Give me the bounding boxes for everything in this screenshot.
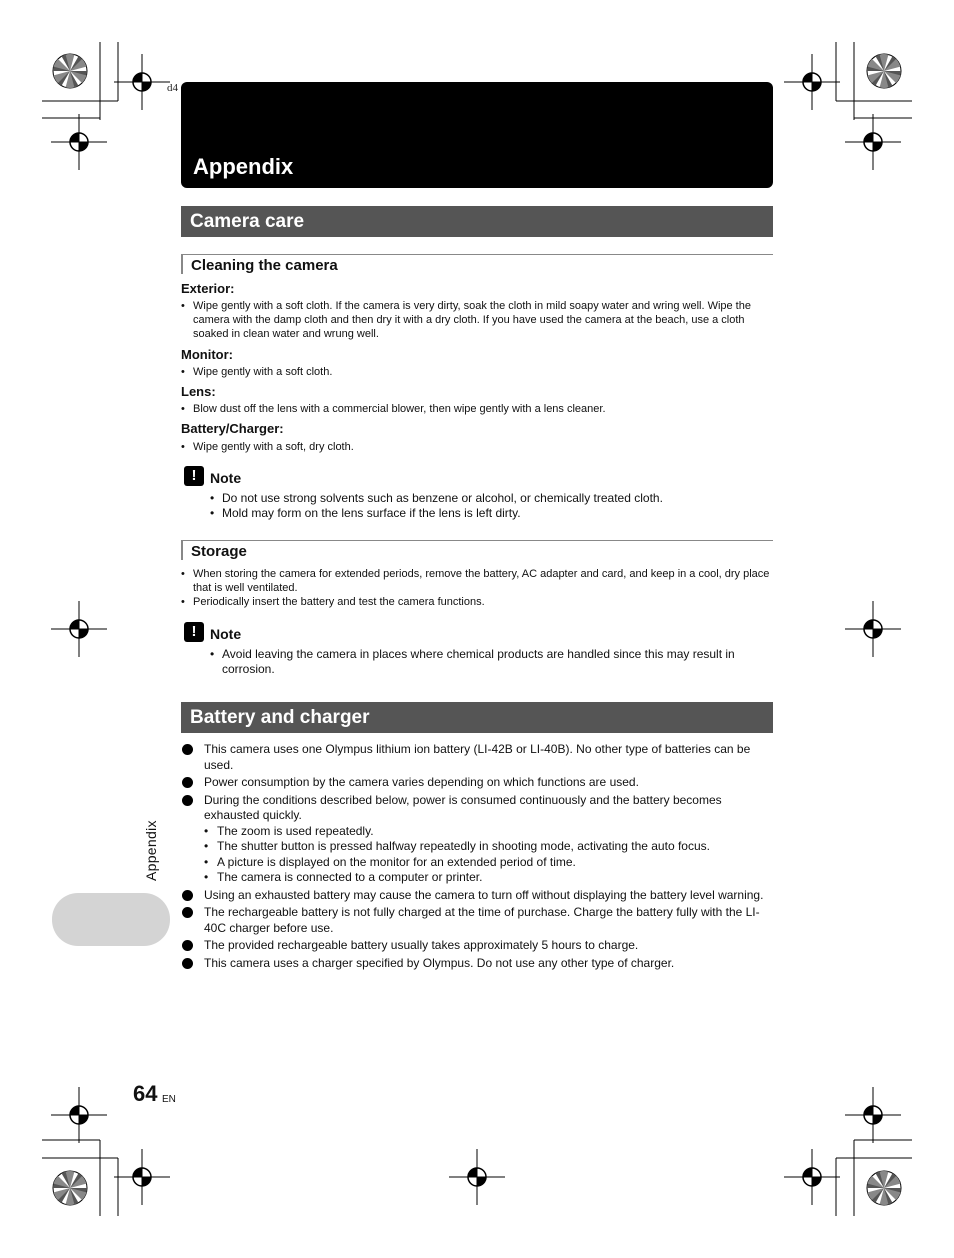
bullet: • (181, 300, 185, 312)
page-number: 64 (133, 1081, 158, 1106)
monitor-body: Wipe gently with a soft cloth. (193, 366, 333, 378)
bullet-dot (182, 890, 193, 901)
monitor-label: Monitor: (181, 347, 233, 362)
battery-text: Using an exhausted battery may cause the camera to turn off without displaying the battery level warning. (204, 887, 764, 902)
list-item (181, 938, 773, 954)
chapter-header (181, 82, 773, 188)
condition-text: The zoom is used repeatedly. (217, 823, 374, 838)
condition-text: The shutter button is pressed halfway repeatedly in shooting mode, activating the auto focus. (217, 839, 710, 853)
bullet: • (204, 823, 209, 838)
section-battery-charger: Battery and charger (181, 702, 773, 733)
bullet: • (210, 647, 215, 661)
storage-list (181, 567, 773, 609)
list-item (210, 506, 773, 521)
list-item (181, 742, 773, 773)
bullet-dot (182, 940, 193, 951)
sub-list-item (204, 855, 773, 871)
bullet: • (210, 491, 215, 505)
battery-text: Power consumption by the camera varies depending on which functions are used. (204, 775, 639, 789)
bullet: • (210, 506, 215, 520)
bullet: • (181, 403, 185, 415)
subheading-cleaning: Cleaning the camera (181, 254, 773, 274)
exterior-body: Wipe gently with a soft cloth. If the camera is very dirty, soak the cloth in mild soapy water and wring well. Wipe the camera with the damp cloth and then dry it with a dry cloth. If you have used the camera at the beach, use a cloth soaked in clean water and wrung well. (193, 300, 751, 340)
battery-charger-label: Battery/Charger: (181, 421, 284, 436)
list-item (181, 775, 773, 791)
battery-charger-body: Wipe gently with a soft, dry cloth. (193, 441, 354, 453)
job-code: d4 (167, 82, 178, 94)
battery-text: This camera uses a charger specified by Olympus. Do not use any other type of charger. (204, 955, 675, 970)
list-item (181, 793, 773, 886)
note-text: Do not use strong solvents such as benzene or alcohol, or chemically treated cloth. (222, 491, 663, 505)
list-item (181, 888, 773, 904)
subheading-storage: Storage (181, 540, 773, 560)
bullet-dot (182, 795, 193, 806)
condition-text: The camera is connected to a computer or printer. (217, 870, 483, 884)
sub-list-item (204, 824, 773, 840)
list-item (181, 595, 773, 609)
bullet-dot (182, 744, 193, 755)
chapter-tab (52, 893, 170, 946)
lens-body: Blow dust off the lens with a commercial blower, then wipe gently with a lens cleaner. (193, 403, 606, 415)
exterior-label: Exterior: (181, 281, 235, 296)
battery-text: The provided rechargeable battery usually takes approximately 5 hours to charge. (204, 938, 639, 952)
lens-label: Lens: (181, 384, 216, 399)
battery-charger-text (181, 440, 773, 454)
chapter-title: Appendix (193, 154, 294, 179)
monitor-text (181, 365, 773, 379)
bullet: • (204, 854, 209, 869)
note-label: Note (210, 626, 242, 642)
bullet: • (204, 870, 209, 884)
exclamation-icon: ! (184, 622, 204, 642)
bullet: • (181, 596, 185, 608)
note-text: Avoid leaving the camera in places where chemical products are handled since this may result in corrosion. (222, 647, 735, 676)
exclamation-icon: ! (184, 466, 204, 486)
battery-text: This camera uses one Olympus lithium ion battery (LI-42B or LI-40B). No other type of batteries can be used. (204, 742, 751, 772)
condition-text: A picture is displayed on the monitor for an extended period of time. (217, 854, 576, 869)
bullet-dot (182, 777, 193, 788)
list-item (210, 491, 773, 506)
battery-list (181, 742, 773, 973)
list-item (181, 956, 773, 972)
note-list (210, 491, 773, 521)
lens-text (181, 402, 773, 416)
section-camera-care: Camera care (181, 206, 773, 237)
bullet-dot (182, 958, 193, 969)
exterior-text (181, 299, 773, 341)
condition-sublist (204, 824, 773, 886)
bullet-dot (182, 907, 193, 918)
battery-text: The rechargeable battery is not fully charged at the time of purchase. Charge the battery fully with the LI-40C charger before use. (204, 905, 760, 935)
bullet: • (204, 839, 209, 853)
note-list (210, 647, 773, 677)
bullet: • (181, 441, 185, 453)
note-label: Note (210, 470, 242, 486)
bullet: • (181, 366, 185, 378)
chapter-tab-label: Appendix (143, 820, 159, 881)
sub-list-item (204, 839, 773, 855)
sub-list-item (204, 870, 773, 886)
storage-text: Periodically insert the battery and test the camera functions. (193, 596, 485, 608)
bullet: • (181, 568, 185, 580)
list-item (181, 567, 773, 595)
language-code: EN (162, 1094, 176, 1105)
battery-text: During the conditions described below, power is consumed continuously and the battery becomes exhausted quickly. (204, 792, 722, 822)
list-item (181, 905, 773, 936)
list-item (210, 647, 773, 677)
storage-text: When storing the camera for extended periods, remove the battery, AC adapter and card, and keep in a cool, dry place that is well ventilated. (193, 568, 770, 594)
note-text: Mold may form on the lens surface if the lens is left dirty. (222, 506, 521, 520)
